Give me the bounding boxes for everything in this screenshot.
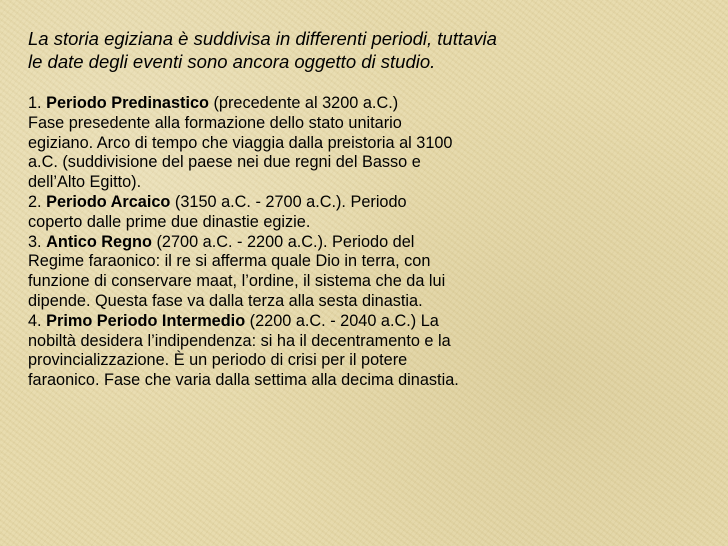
period-name: Periodo Predinastico [46, 94, 209, 112]
period-item-predinastico [28, 94, 668, 193]
period-line: coperto dalle prime due dinastie egizie. [28, 212, 311, 231]
period-line: Fase presedente alla formazione dello stato unitario [28, 113, 402, 132]
period-number: 2. [28, 192, 42, 211]
period-line: funzione di conservare maat, l’ordine, il sistema che da lui [28, 272, 446, 291]
period-item-antico-regno [28, 233, 668, 312]
period-line: (3150 a.C. - 2700 a.C.). Periodo [170, 192, 407, 211]
intro-line: le date degli eventi sono ancora oggetto di studio. [28, 51, 436, 72]
period-item-arcaico [28, 193, 668, 233]
period-line: egiziano. Arco di tempo che viaggia dalla preistoria al 3100 [28, 133, 453, 152]
period-name: Antico Regno [46, 232, 152, 251]
intro-paragraph [28, 27, 668, 73]
slide-content [28, 27, 668, 391]
period-line: dell’Alto Egitto). [28, 173, 142, 192]
period-number: 3. [28, 232, 42, 251]
period-line: a.C. (suddivisione del paese nei due regni del Basso e [28, 153, 421, 172]
periods-list [28, 94, 668, 391]
period-line: dipende. Questa fase va dalla terza alla sesta dinastia. [28, 291, 423, 310]
period-name: Periodo Arcaico [46, 192, 171, 211]
period-item-primo-intermedio [28, 312, 668, 391]
period-line: Regime faraonico: il re si afferma quale Dio in terra, con [28, 252, 431, 271]
period-line: provincializzazione. È un periodo di crisi per il potere [28, 351, 408, 370]
period-line: (precedente al 3200 a.C.) [208, 94, 399, 112]
period-number: 4. [28, 311, 42, 330]
period-number: 1. [28, 94, 42, 112]
period-line: (2200 a.C. - 2040 a.C.) La [245, 311, 439, 330]
period-line: (2700 a.C. - 2200 a.C.). Periodo del [151, 232, 415, 251]
period-line: faraonico. Fase che varia dalla settima alla decima dinastia. [28, 371, 459, 390]
period-line: nobiltà desidera l’indipendenza: si ha il decentramento e la [28, 331, 451, 350]
period-name: Primo Periodo Intermedio [46, 311, 246, 330]
intro-line: La storia egiziana è suddivisa in differenti periodi, tuttavia [28, 28, 497, 49]
